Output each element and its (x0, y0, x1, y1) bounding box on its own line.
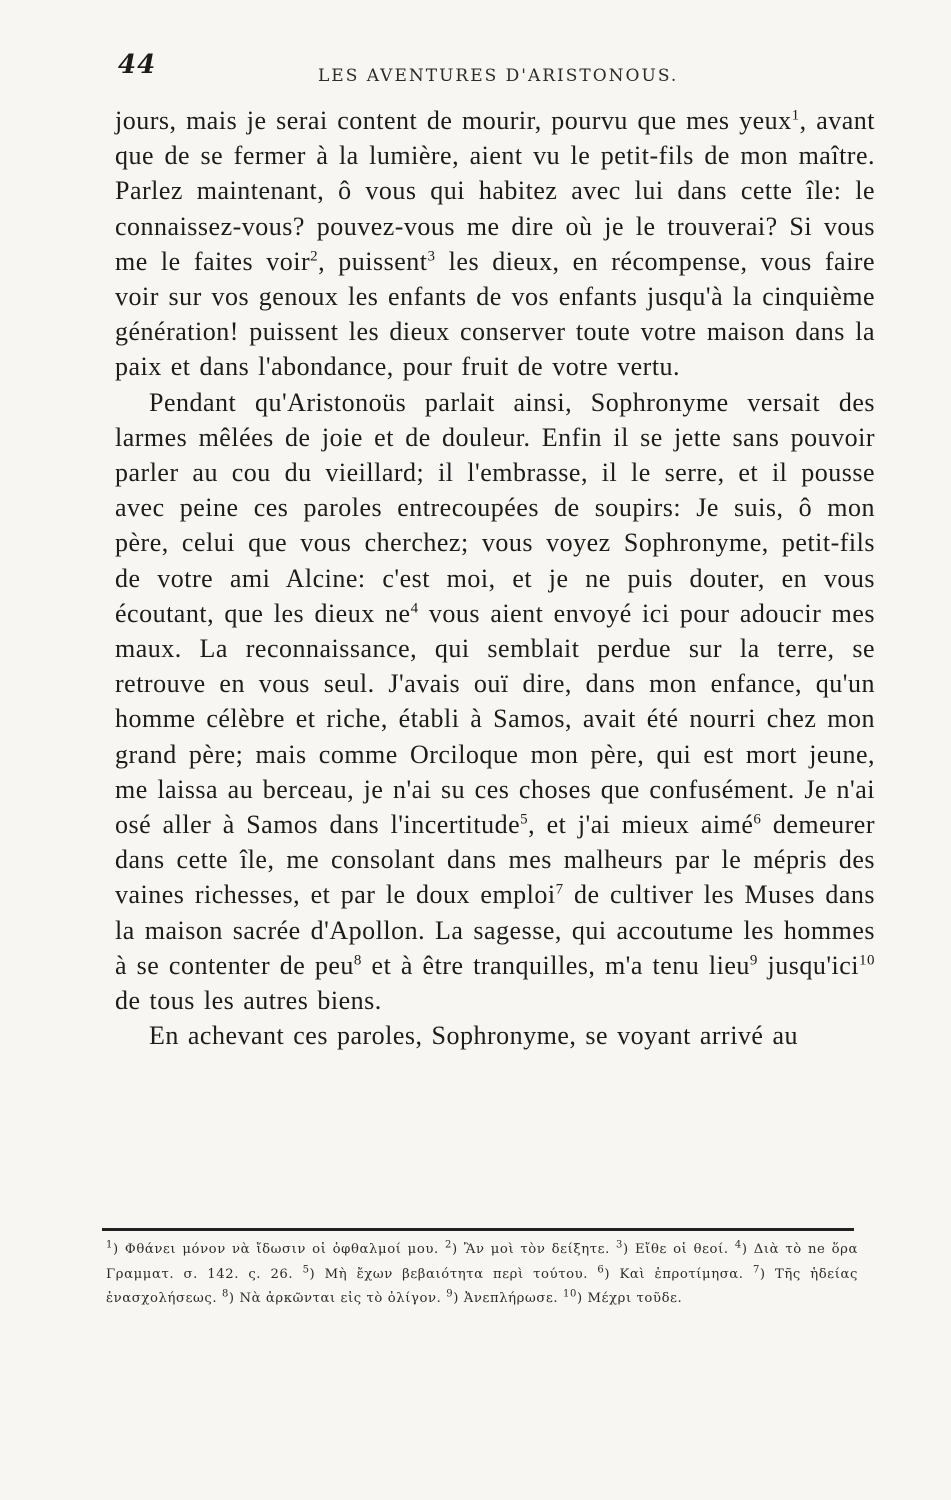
footnote-mark: 2 (444, 1239, 452, 1251)
footnote-text: Ἀνεπλήρωσε. (463, 1291, 559, 1306)
footnote-mark: 9 (446, 1288, 454, 1300)
footnote-text: Μέχρι τοῦδε. (587, 1291, 683, 1306)
footnote-paren: ) (309, 1266, 325, 1282)
text-run: En achevant ces paroles, Sophronyme, se voyant arrivé au (149, 1021, 799, 1051)
footnote (439, 1239, 610, 1257)
running-title: LES AVENTURES D'ARISTONOUS. (318, 66, 679, 86)
text-run: les dieux, en récompense, vous faire voir sur vos genoux les enfants de vos enfants jusqu'à la cinquième génération! puissent les dieux conserver toute votre maison dans la paix et dans l'abondance, pour fruit de votre vertu. (115, 246, 875, 382)
footnote (610, 1239, 729, 1257)
text-run: jusqu'ici (757, 950, 859, 980)
text-run: et à être tranquilles, m'a tenu lieu (361, 950, 750, 980)
footnote-reference: 6 (753, 811, 762, 828)
footnote-reference: 5 (520, 811, 529, 828)
text-run: , et j'ai mieux aimé (528, 810, 754, 840)
footnote-mark: 1 (106, 1239, 113, 1251)
main-text (115, 103, 875, 1053)
paragraph (115, 1018, 875, 1053)
footnote-reference: 1 (791, 107, 800, 124)
text-run: , avant que de se fermer à la lumière, aient vu le petit-fils de mon maître. Parlez maintenant, ô vous qui habitez avec lui dans cette île: le connaissez-vous? pouvez-vous me dire où je le trouverai? Si vous me le faites voir (115, 106, 876, 276)
footnote-text: Μὴ ἔχων βεβαιότητα περὶ τούτου. (324, 1266, 589, 1282)
paragraph (115, 385, 875, 1019)
footnote-text: Τῆς ἡδείας ἐνασχολήσεως. (106, 1266, 858, 1306)
text-run: jours, mais je serai content de mourir, pourvu que mes yeux (115, 106, 792, 135)
footnote-paren: ) (623, 1242, 635, 1257)
footnote-reference: 7 (555, 881, 564, 898)
footnote-paren: ) (228, 1291, 240, 1306)
footnote-reference: 3 (427, 248, 436, 265)
paragraph (115, 103, 875, 385)
footnote-paren: ) (453, 1291, 464, 1306)
footnote-paren: ) (604, 1266, 620, 1282)
footnote-mark: 3 (616, 1239, 624, 1251)
footnote-reference: 2 (310, 248, 319, 265)
footnote-paren: ) (576, 1291, 588, 1306)
footnote-paren: ) (112, 1242, 125, 1257)
footnote-text: Νὰ ἀρκῶνται εἰς τὸ ὀλίγον. (239, 1291, 442, 1306)
footnote-mark: 7 (752, 1264, 760, 1276)
footnote-paren: ) (741, 1242, 754, 1257)
footnote-mark: 10 (563, 1288, 577, 1300)
footnote (441, 1288, 559, 1306)
text-run: , puissent (318, 246, 428, 276)
footnote-mark: 5 (302, 1264, 310, 1276)
footnote (558, 1288, 683, 1306)
footnote-text: Καὶ ἐπροτίμησα. (619, 1266, 744, 1282)
footnote-text: Εἴθε οἱ θεοί. (634, 1242, 729, 1257)
footnote-reference: 9 (749, 952, 758, 969)
footnote-text: Ἂν μοὶ τὸν δείξητε. (463, 1242, 610, 1257)
footnote-paren: ) (451, 1242, 464, 1257)
footnote (217, 1288, 442, 1306)
footnote (293, 1264, 589, 1282)
page-number: 44 (118, 50, 157, 80)
footnote-paren: ) (759, 1266, 776, 1282)
footnote-text: Φθάνει μόνον νὰ ἴδωσιν οἱ ὀφθαλμοί μου. (124, 1242, 439, 1257)
footnote-reference: 10 (859, 952, 875, 969)
footnote (588, 1264, 744, 1282)
footnote-text: Διὰ τὸ ne ὅρα Γραμματ. σ. 142. ς. 26. (106, 1242, 859, 1282)
footnote-reference: 4 (410, 600, 419, 617)
text-run: vous aient envoyé ici pour adoucir mes maux. La reconnaissance, qui semblait perdue sur la terre, se retrouve en vous seul. J'avais ouï dire, dans mon enfance, qu'un homme célèbre et riche, établi à Samos, avait été nourri chez mon grand père; mais comme Orciloque mon père, qui est mort jeune, me laissa au berceau, je n'ai su ces choses que confusément. Je n'ai osé aller à Samos dans l'incertitude (115, 598, 875, 840)
footnote-divider (102, 1228, 854, 1231)
footnote-reference: 8 (353, 952, 362, 969)
text-run: de cultiver les Muses dans la maison sacrée d'Apollon. La sagesse, qui accoutume les hommes à se contenter de peu (115, 880, 876, 980)
text-run: de tous les autres biens. (115, 986, 382, 1016)
text-run: demeurer dans cette île, me consolant dans mes malheurs par le mépris des vaines richesses, et par le doux emploi (115, 810, 875, 910)
footnotes (106, 1238, 858, 1312)
footnote-mark: 6 (597, 1264, 605, 1276)
footnote-mark: 4 (734, 1239, 742, 1251)
footnote-mark: 8 (221, 1288, 229, 1300)
footnote (106, 1239, 439, 1257)
text-run: Pendant qu'Aristonoüs parlait ainsi, Sophronyme versait des larmes mêlées de joie et de douleur. Enfin il se jette sans pouvoir parler au cou du vieillard; il l'embrasse, il le serre, et il pousse avec peine ces paroles entrecoupées de soupirs: Je suis, ô mon père, celui que vous cherchez; vous voyez Sophronyme, petit-fils de votre ami Alcine: c'est moi, et je ne puis douter, en vous écoutant, que les dieux ne (115, 387, 875, 628)
